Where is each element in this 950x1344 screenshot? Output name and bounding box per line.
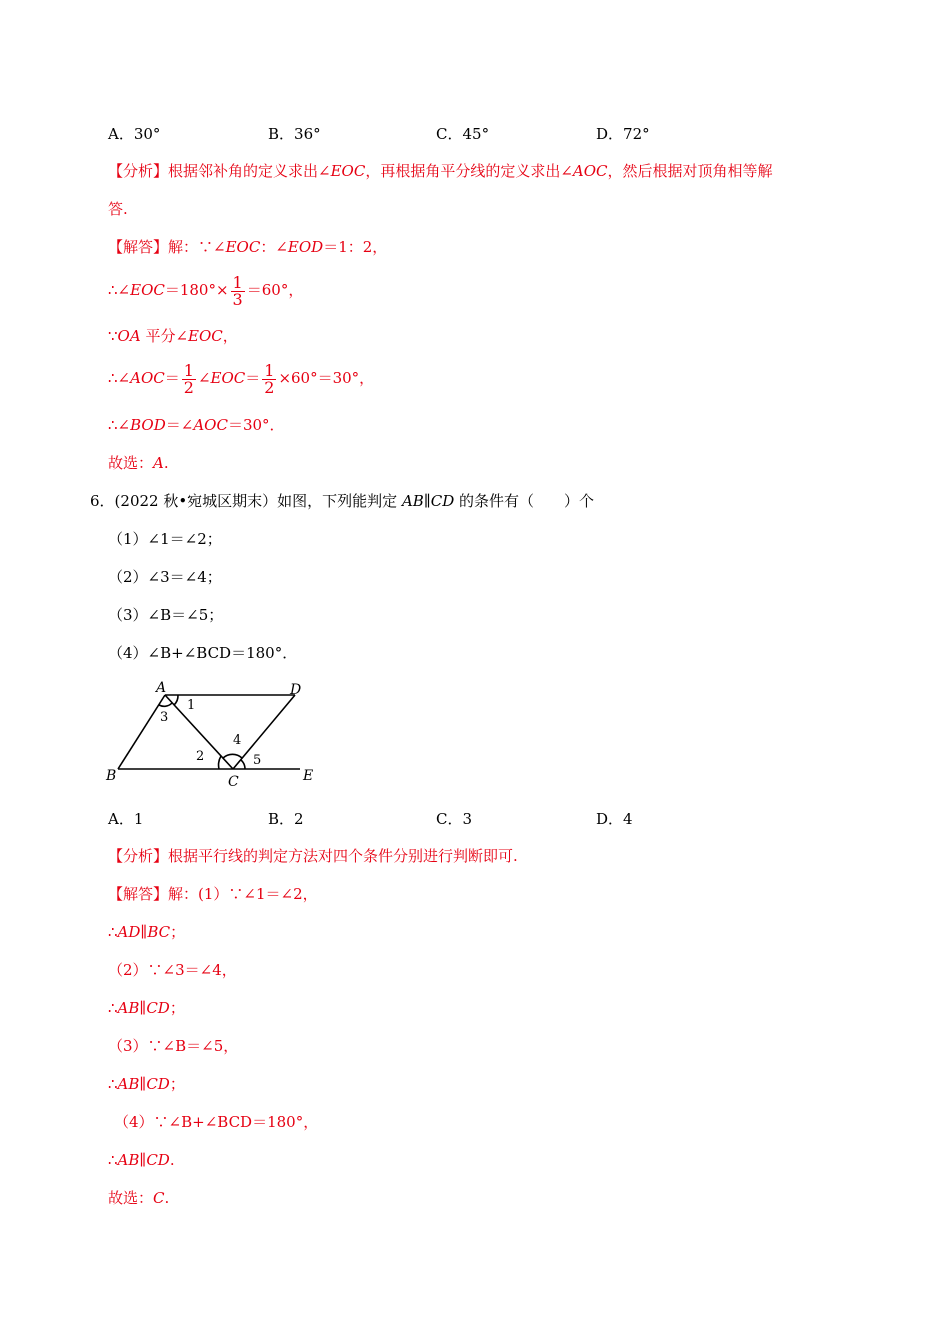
q6-choice: 故选：C. xyxy=(108,1189,170,1207)
label-point-d: D xyxy=(290,682,302,698)
q6-option-b: B．2 xyxy=(268,810,304,828)
label-angle-2: 2 xyxy=(196,749,205,764)
label-point-a: A xyxy=(156,680,167,696)
q6-solution-line4: ∴AB∥CD； xyxy=(108,999,185,1017)
label-angle-1: 1 xyxy=(187,698,196,713)
label-point-c: C xyxy=(228,774,239,790)
label-angle-3: 3 xyxy=(160,710,169,725)
q6-solution-line6: ∴AB∥CD； xyxy=(108,1075,185,1093)
arc-angle-5 xyxy=(241,760,245,769)
q5-analysis-line2: 答. xyxy=(108,200,128,218)
q5-solution-line5: ∴∠BOD＝∠AOC＝30°． xyxy=(108,416,285,434)
q6-option-c: C．3 xyxy=(436,810,473,828)
q6-condition-3: （3）∠B＝∠5； xyxy=(108,606,224,624)
q5-solution-line4: ∴∠AOC＝ $\frac{1}{2}$ ∠EOC＝ $\frac{1}{2}$ ×60°＝30°， xyxy=(108,360,375,397)
q6-condition-1: （1）∠1＝∠2； xyxy=(108,530,222,548)
segment-cd xyxy=(233,695,295,769)
q5-solution-line1: 【解答】解：∵∠EOC：∠EOD＝1：2， xyxy=(108,238,388,256)
q6-option-a: A．1 xyxy=(108,810,144,828)
q6-condition-2: （2）∠3＝∠4； xyxy=(108,568,222,586)
q6-stem: 6．(2022 秋•宛城区期末）如图，下列能判定 AB∥CD 的条件有（ ）个 xyxy=(90,492,595,510)
segment-ab xyxy=(118,695,165,769)
arc-angle-4 xyxy=(223,754,242,758)
label-point-e: E xyxy=(303,768,314,784)
analysis-tag: 【分析】 xyxy=(108,847,169,865)
fraction-one-third: $\frac{1}{3}$ xyxy=(232,272,243,309)
q5-option-c: C．45° xyxy=(436,125,490,143)
q5-solution-line2: ∴∠EOC＝180°× $\frac{1}{3}$ ＝60°， xyxy=(108,272,304,309)
q6-option-d: D．4 xyxy=(596,810,633,828)
arc-angle-2 xyxy=(219,756,221,769)
q6-solution-line7: （4）∵∠B+∠BCD＝180°， xyxy=(114,1113,319,1131)
q6-condition-4: （4）∠B+∠BCD＝180°． xyxy=(108,644,298,662)
q5-option-b: B．36° xyxy=(268,125,321,143)
q5-analysis-line1: 【分析】根据邻补角的定义求出∠EOC，再根据角平分线的定义求出∠AOC，然后根据对顶角相等解 xyxy=(108,162,773,180)
arc-angle-3 xyxy=(159,703,172,706)
q6-solution-line2: ∴AD∥BC； xyxy=(108,923,186,941)
q6-solution-line5: （3）∵∠B＝∠5， xyxy=(108,1037,239,1055)
solution-tag: 【解答】 xyxy=(108,238,169,256)
analysis-tag: 【分析】 xyxy=(108,162,169,180)
q6-solution-line8: ∴AB∥CD. xyxy=(108,1151,175,1169)
fraction-one-half-2: $\frac{1}{2}$ xyxy=(264,360,275,397)
q6-solution-line3: （2）∵∠3＝∠4， xyxy=(108,961,237,979)
label-point-b: B xyxy=(106,768,117,784)
q6-solution-line1: 【解答】解：(1）∵∠1＝∠2， xyxy=(108,885,318,903)
solution-tag: 【解答】 xyxy=(108,885,169,903)
q5-solution-line3: ∵OA 平分∠EOC， xyxy=(108,327,238,345)
q6-figure xyxy=(100,676,330,791)
label-angle-4: 4 xyxy=(233,733,242,748)
q5-choice: 故选：A. xyxy=(108,454,169,472)
q6-analysis: 【分析】根据平行线的判定方法对四个条件分别进行判断即可. xyxy=(108,847,518,865)
arc-angle-1 xyxy=(174,695,178,705)
q5-option-a: A．30° xyxy=(108,125,161,143)
q5-option-d: D．72° xyxy=(596,125,650,143)
fraction-one-half: $\frac{1}{2}$ xyxy=(183,360,194,397)
label-angle-5: 5 xyxy=(253,753,262,768)
